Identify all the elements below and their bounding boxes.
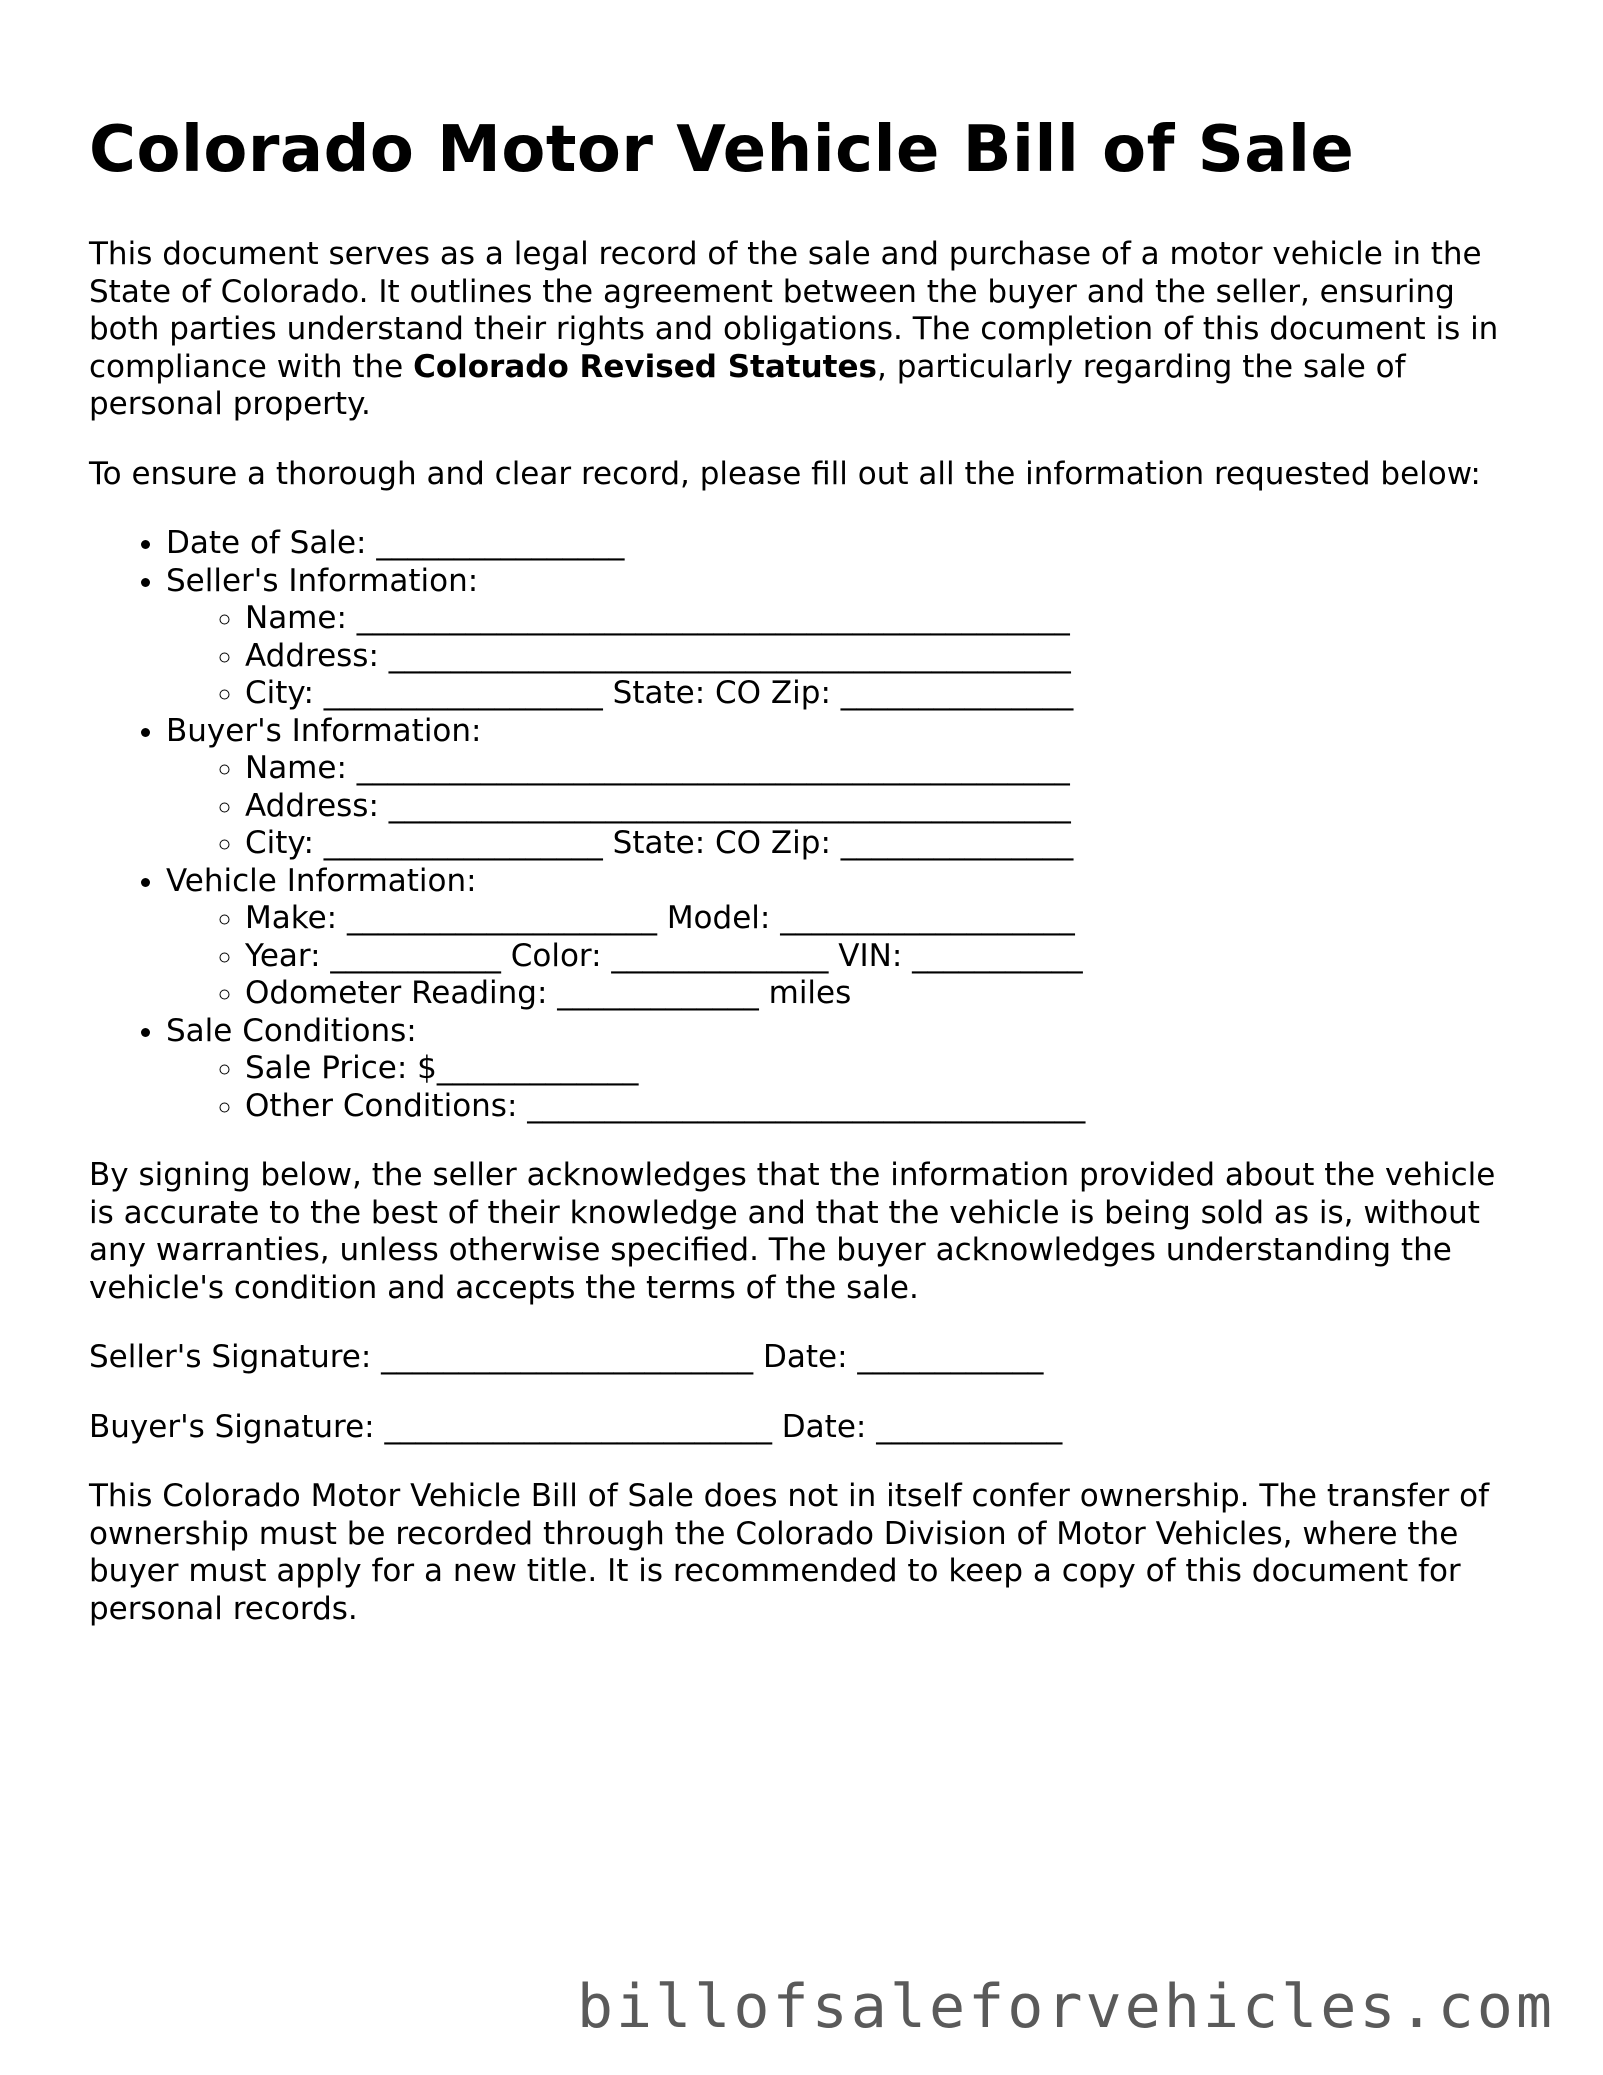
intro-statute-reference: Colorado Revised Statutes: [413, 348, 877, 385]
instructions-paragraph: To ensure a thorough and clear record, please fill out all the information requested below:: [89, 455, 1481, 492]
seller-information-section: [166, 563, 1529, 713]
intro-text-end: , particularly regarding the sale of personal property.: [89, 348, 1406, 422]
buyer-address-field: ◦ Address: ____________________________________________: [245, 788, 1529, 826]
date-of-sale-field: • Date of Sale: ________________: [166, 525, 1529, 563]
form-fields-list: [89, 525, 1529, 1125]
buyer-information-section: [166, 713, 1529, 863]
seller-fields-list: [166, 600, 1529, 713]
seller-address-field: ◦ Address: ____________________________________________: [245, 638, 1529, 676]
intro-paragraph: [89, 236, 1529, 424]
intro-text-start: This document serves as a legal record of the sale and purchase of a motor vehicle in the State of Colorado. It outlines the agreement between the buyer and the seller, ensuring both parties understand their rights and obligations. The completion of this document is in compliance with the: [89, 236, 1499, 385]
vehicle-odometer-field: ◦ Odometer Reading: _____________ miles: [245, 975, 1529, 1013]
sale-conditions-heading: Sale Conditions:: [166, 1012, 417, 1049]
vehicle-year-color-vin-field: ◦ Year: ___________ Color: ______________ VIN: ___________: [245, 938, 1529, 976]
sale-conditions-section: [166, 1013, 1529, 1126]
acknowledgment-paragraph: By signing below, the seller acknowledges that the information provided about the vehicle is accurate to the best of their knowledge and that the vehicle is being sold as is, without any warranties, unless otherwise specified. The buyer acknowledges understanding the vehicle's condition and accepts the terms of the sale.: [89, 1157, 1496, 1306]
buyer-city-state-zip-field: ◦ City: __________________ State: CO Zip: _______________: [245, 825, 1529, 863]
seller-signature-line: Seller's Signature: ________________________ Date: ____________: [89, 1339, 1044, 1375]
document-page: [89, 108, 1529, 1660]
buyer-name-field: ◦ Name: ______________________________________________: [245, 750, 1529, 788]
sale-fields-list: [166, 1050, 1529, 1125]
footer-website-brand: billofsaleforvehicles.com: [576, 1972, 1555, 2042]
seller-city-state-zip-field: ◦ City: __________________ State: CO Zip: _______________: [245, 675, 1529, 713]
vehicle-make-model-field: ◦ Make: ____________________ Model: ___________________: [245, 900, 1529, 938]
buyer-signature-line: Buyer's Signature: _________________________ Date: ____________: [89, 1408, 1063, 1445]
seller-information-heading: Seller's Information:: [166, 562, 479, 599]
seller-name-field: ◦ Name: ______________________________________________: [245, 600, 1529, 638]
vehicle-information-section: [166, 863, 1529, 1013]
other-conditions-field: ◦ Other Conditions: ____________________________________: [245, 1088, 1529, 1126]
sale-price-field: ◦ Sale Price: $_____________: [245, 1050, 1529, 1088]
buyer-fields-list: [166, 750, 1529, 863]
vehicle-fields-list: [166, 900, 1529, 1013]
buyer-information-heading: Buyer's Information:: [166, 712, 482, 749]
vehicle-information-heading: Vehicle Information:: [166, 862, 477, 899]
document-title: Colorado Motor Vehicle Bill of Sale: [89, 113, 1355, 187]
closing-paragraph: This Colorado Motor Vehicle Bill of Sale does not in itself confer ownership. The transfer of ownership must be recorded through the Colorado Division of Motor Vehicles, where the buyer must apply for a new title. It is recommended to keep a copy of this document for personal records.: [89, 1478, 1490, 1627]
